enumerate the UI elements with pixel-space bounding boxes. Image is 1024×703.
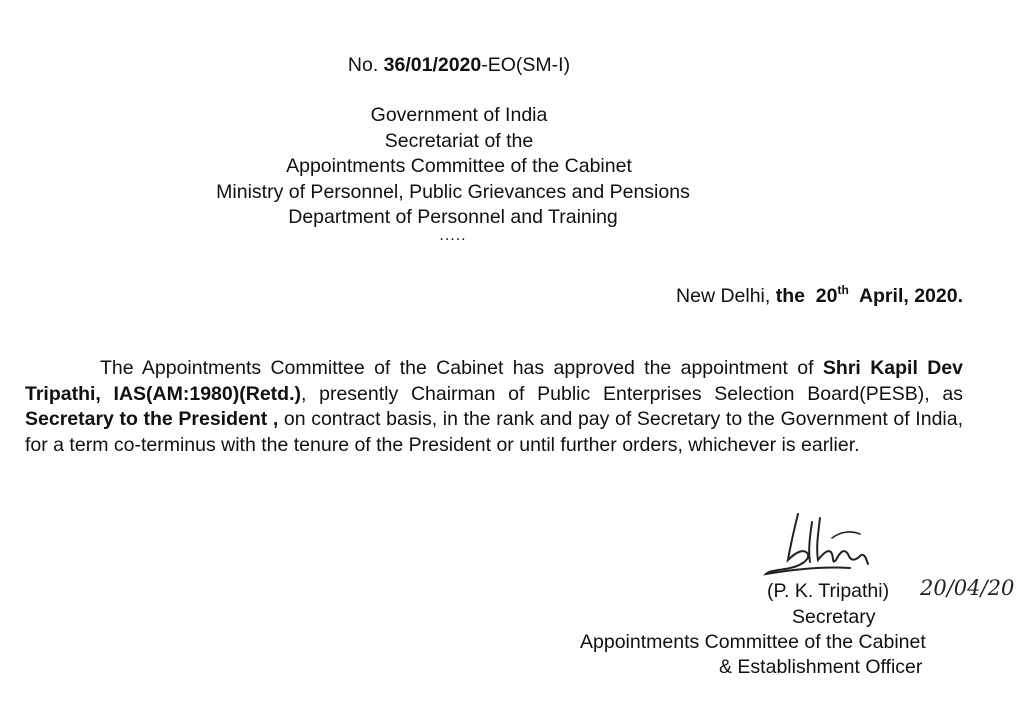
signatory-organisation: Appointments Committee of the Cabinet xyxy=(580,631,926,653)
dateline xyxy=(676,284,963,307)
header-line-ministry: Ministry of Personnel, Public Grievances and Pensions xyxy=(216,181,690,203)
header-separator: ..... xyxy=(439,227,467,244)
para-intro: The Appointments Committee of the Cabinet has approved the appointment of xyxy=(100,357,823,379)
ref-suffix: -EO(SM-I) xyxy=(481,54,571,76)
appointed-post: Secretary to the President , xyxy=(25,408,279,430)
dateline-ordinal: th xyxy=(837,283,849,297)
para-middle: , presently Chairman of Public Enterprises Selection Board(PESB), as xyxy=(300,382,963,405)
dateline-day: the 20 xyxy=(775,285,838,307)
dateline-month-year: April, 2020. xyxy=(848,285,963,307)
header-line-committee: Appointments Committee of the Cabinet xyxy=(286,155,632,177)
dateline-place: New Delhi, xyxy=(676,285,776,307)
handwritten-date: 20/04/20 xyxy=(920,576,1015,600)
order-paragraph xyxy=(25,356,963,458)
handwritten-signature xyxy=(760,508,920,590)
signatory-designation: & Establishment Officer xyxy=(719,656,923,678)
ref-number: 36/01/2020 xyxy=(383,54,482,76)
signatory-name: (P. K. Tripathi) xyxy=(767,580,890,602)
header-line-government: Government of India xyxy=(370,104,548,126)
header-line-secretariat: Secretariat of the xyxy=(384,130,534,152)
signatory-title: Secretary xyxy=(792,606,876,628)
header-line-department: Department of Personnel and Training xyxy=(288,206,618,228)
appointee-name: Shri Kapil Dev Tripathi, IAS(AM:1980)(Retd.) xyxy=(25,357,963,405)
para-rest: on contract basis, in the rank and pay of Secretary to the Government of India, for a term co-terminus with the tenure of the President or until further orders, whichever is earlier. xyxy=(25,408,964,456)
ref-prefix: No. xyxy=(347,54,384,76)
reference-number xyxy=(0,56,918,76)
